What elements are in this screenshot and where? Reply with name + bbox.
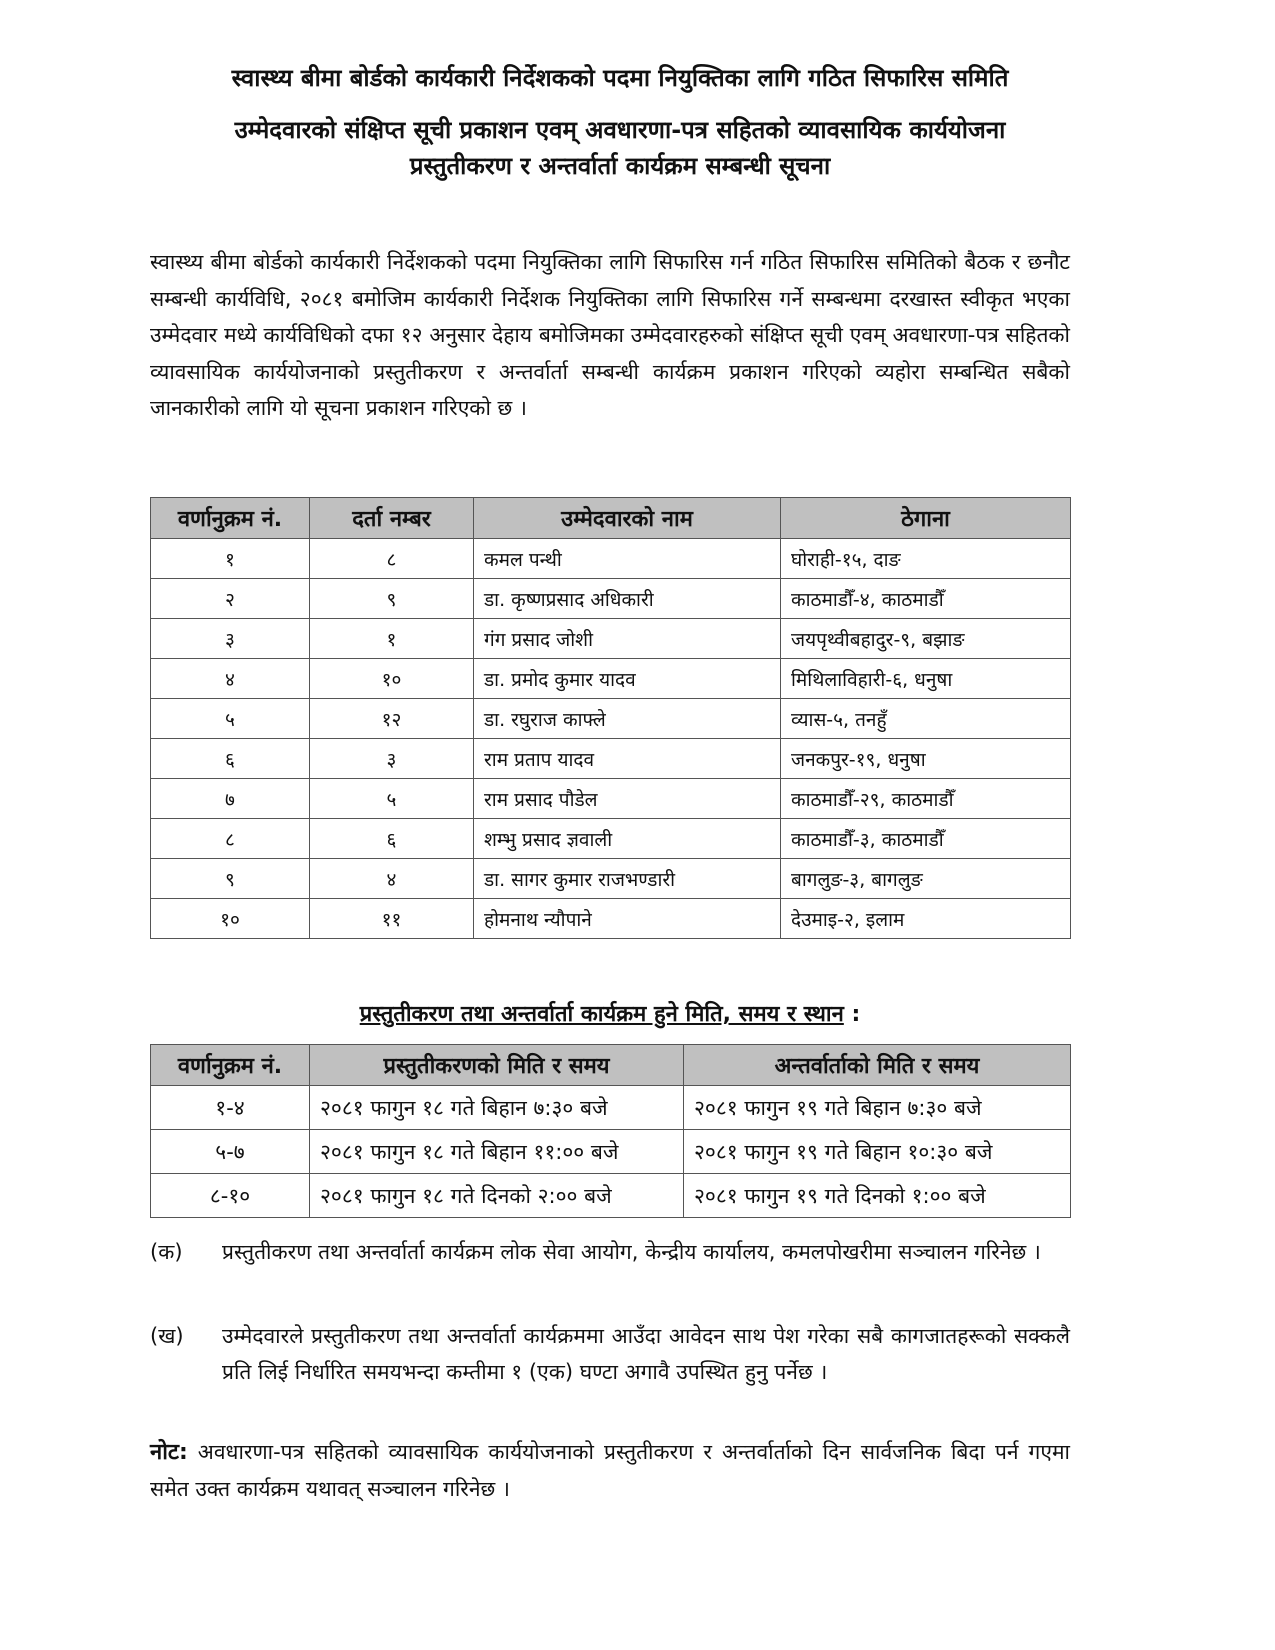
- notice-title-line-2: उम्मेदवारको संक्षिप्त सूची प्रकाशन एवम् अवधारणा-पत्र सहितको व्यावसायिक कार्ययोजना: [234, 116, 1006, 144]
- cell-interview-datetime: २०८१ फागुन १९ गते बिहान १०:३० बजे: [684, 1130, 1071, 1174]
- cell-interview-datetime: २०८१ फागुन १९ गते दिनको १:०० बजे: [684, 1174, 1071, 1218]
- schedule-table: [150, 1044, 1071, 1218]
- cell-address: मिथिलाविहारी-६, धनुषा: [781, 659, 1071, 699]
- col-header-serial: वर्णानुक्रम नं.: [151, 498, 310, 539]
- table-header-row: [151, 1045, 1071, 1086]
- table-header-row: [151, 498, 1071, 539]
- cell-presentation-datetime: २०८१ फागुन १८ गते बिहान ७:३० बजे: [310, 1086, 684, 1130]
- note-ka: [150, 1234, 1070, 1270]
- table-row: [151, 1174, 1071, 1218]
- table-row: [151, 1130, 1071, 1174]
- cell-candidate-name: डा. कृष्णप्रसाद अधिकारी: [474, 579, 781, 619]
- cell-serial: ८: [151, 819, 310, 859]
- cell-reg-number: १: [310, 619, 474, 659]
- schedule-heading-colon: :: [843, 1002, 861, 1027]
- notice-title-line-3: प्रस्तुतीकरण र अन्तर्वार्ता कार्यक्रम सम्बन्धी सूचना: [409, 152, 831, 180]
- cell-serial: ७: [151, 779, 310, 819]
- col-header-candidate-name: उम्मेदवारको नाम: [474, 498, 781, 539]
- cell-address: जयपृथ्वीबहादुर-९, बझाङ: [781, 619, 1071, 659]
- cell-candidate-name: गंग प्रसाद जोशी: [474, 619, 781, 659]
- cell-address: काठमाडौँ-२९, काठमाडौँ: [781, 779, 1071, 819]
- cell-serial: ५: [151, 699, 310, 739]
- cell-presentation-datetime: २०८१ फागुन १८ गते दिनको २:०० बजे: [310, 1174, 684, 1218]
- col-header-address: ठेगाना: [781, 498, 1071, 539]
- note-kha-label: (ख): [150, 1324, 184, 1348]
- cell-serial-range: ८-१०: [151, 1174, 310, 1218]
- cell-reg-number: १२: [310, 699, 474, 739]
- table-row: [151, 779, 1071, 819]
- col-header-reg-number: दर्ता नम्बर: [310, 498, 474, 539]
- candidate-shortlist-table: [150, 497, 1071, 939]
- notice-title-line-1: स्वास्थ्य बीमा बोर्डको कार्यकारी निर्देशकको पदमा नियुक्तिका लागि गठित सिफारिस समिति: [231, 64, 1009, 92]
- table-row: [151, 819, 1071, 859]
- note-kha-text: उम्मेदवारले प्रस्तुतीकरण तथा अन्तर्वार्ता कार्यक्रममा आउँदा आवेदन साथ पेश गरेका सबै कागजातहरूको सक्कलै प्रति लिई निर्धारित समयभन्दा कम्तीमा १ (एक) घण्टा अगावै उपस्थित हुनु पर्नेछ ।: [222, 1324, 1070, 1384]
- cell-address: बागलुङ-३, बागलुङ: [781, 859, 1071, 899]
- cell-reg-number: ६: [310, 819, 474, 859]
- cell-candidate-name: शम्भु प्रसाद ज्ञवाली: [474, 819, 781, 859]
- cell-reg-number: ३: [310, 739, 474, 779]
- note-ka-label: (क): [150, 1240, 183, 1264]
- col-header-serial-range: वर्णानुक्रम नं.: [151, 1045, 310, 1086]
- cell-serial-range: ५-७: [151, 1130, 310, 1174]
- table-row: [151, 1086, 1071, 1130]
- cell-serial: ४: [151, 659, 310, 699]
- cell-candidate-name: डा. रघुराज काफ्ले: [474, 699, 781, 739]
- cell-reg-number: ११: [310, 899, 474, 939]
- schedule-heading-text: प्रस्तुतीकरण तथा अन्तर्वार्ता कार्यक्रम हुने मिति, समय र स्थान: [359, 1002, 844, 1027]
- table-row: [151, 539, 1071, 579]
- cell-interview-datetime: २०८१ फागुन १९ गते बिहान ७:३० बजे: [684, 1086, 1071, 1130]
- cell-serial: ६: [151, 739, 310, 779]
- intro-paragraph: स्वास्थ्य बीमा बोर्डको कार्यकारी निर्देशकको पदमा नियुक्तिका लागि सिफारिस गर्न गठित सिफारिस समितिको बैठक र छनौट सम्बन्धी कार्यविधि, २०८१ बमोजिम कार्यकारी निर्देशक नियुक्तिका लागि सिफारिस गर्ने सम्बन्धमा दरखास्त स्वीकृत भएका उम्मेदवार मध्ये कार्यविधिको दफा १२ अनुसार देहाय बमोजिमका उम्मेदवारहरुको संक्षिप्त सूची एवम् अवधारणा-पत्र सहितको व्यावसायिक कार्ययोजनाको प्रस्तुतीकरण र अन्तर्वार्ता सम्बन्धी कार्यक्रम प्रकाशन गरिएको व्यहोरा सम्बन्धित सबैको जानकारीको लागि यो सूचना प्रकाशन गरिएको छ ।: [150, 250, 1070, 420]
- table-row: [151, 579, 1071, 619]
- table-row: [151, 699, 1071, 739]
- cell-address: काठमाडौँ-४, काठमाडौँ: [781, 579, 1071, 619]
- note-ka-text: प्रस्तुतीकरण तथा अन्तर्वार्ता कार्यक्रम लोक सेवा आयोग, केन्द्रीय कार्यालय, कमलपोखरीमा सञ्चालन गरिनेछ ।: [222, 1240, 1041, 1264]
- cell-reg-number: ९: [310, 579, 474, 619]
- table-row: [151, 899, 1071, 939]
- col-header-interview-datetime: अन्तर्वार्ताको मिति र समय: [684, 1045, 1071, 1086]
- cell-reg-number: १०: [310, 659, 474, 699]
- table-row: [151, 859, 1071, 899]
- cell-serial: १: [151, 539, 310, 579]
- cell-reg-number: ८: [310, 539, 474, 579]
- footnote: [150, 1434, 1070, 1507]
- cell-candidate-name: डा. सागर कुमार राजभण्डारी: [474, 859, 781, 899]
- schedule-heading: [150, 998, 1070, 1028]
- cell-candidate-name: होमनाथ न्यौपाने: [474, 899, 781, 939]
- cell-serial: १०: [151, 899, 310, 939]
- cell-serial: ९: [151, 859, 310, 899]
- cell-serial-range: १-४: [151, 1086, 310, 1130]
- cell-presentation-datetime: २०८१ फागुन १८ गते बिहान ११:०० बजे: [310, 1130, 684, 1174]
- cell-serial: २: [151, 579, 310, 619]
- cell-candidate-name: डा. प्रमोद कुमार यादव: [474, 659, 781, 699]
- cell-reg-number: ४: [310, 859, 474, 899]
- table-row: [151, 659, 1071, 699]
- cell-serial: ३: [151, 619, 310, 659]
- cell-candidate-name: राम प्रसाद पौडेल: [474, 779, 781, 819]
- cell-reg-number: ५: [310, 779, 474, 819]
- cell-candidate-name: राम प्रताप यादव: [474, 739, 781, 779]
- cell-address: देउमाइ-२, इलाम: [781, 899, 1071, 939]
- cell-candidate-name: कमल पन्थी: [474, 539, 781, 579]
- cell-address: काठमाडौँ-३, काठमाडौँ: [781, 819, 1071, 859]
- footnote-label: नोट:: [150, 1440, 188, 1465]
- cell-address: घोराही-१५, दाङ: [781, 539, 1071, 579]
- table-row: [151, 619, 1071, 659]
- cell-address: जनकपुर-१९, धनुषा: [781, 739, 1071, 779]
- col-header-presentation-datetime: प्रस्तुतीकरणको मिति र समय: [310, 1045, 684, 1086]
- note-kha: [150, 1318, 1070, 1390]
- cell-address: व्यास-५, तनहुँ: [781, 699, 1071, 739]
- table-row: [151, 739, 1071, 779]
- footnote-text: अवधारणा-पत्र सहितको व्यावसायिक कार्ययोजनाको प्रस्तुतीकरण र अन्तर्वार्ताको दिन सार्वजनिक बिदा पर्न गएमा समेत उक्त कार्यक्रम यथावत् सञ्चालन गरिनेछ ।: [150, 1440, 1070, 1501]
